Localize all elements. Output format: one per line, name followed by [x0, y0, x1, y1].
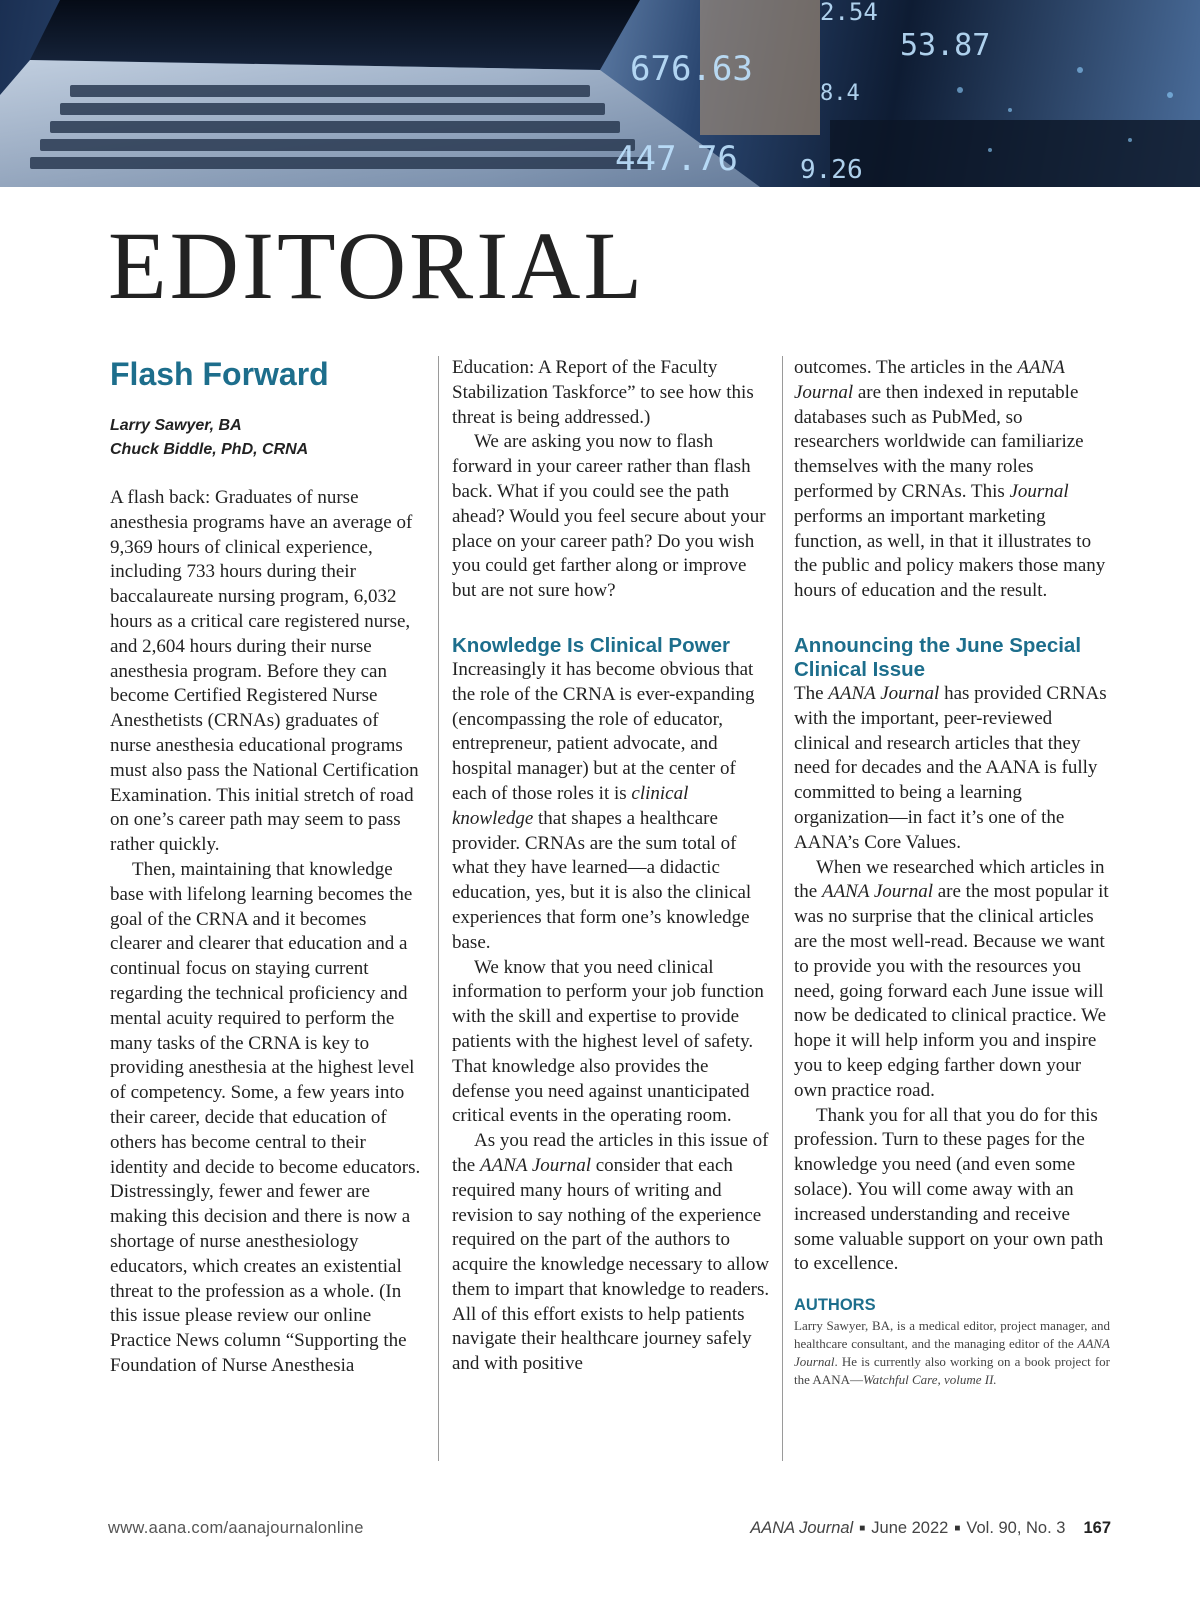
column-3: [794, 356, 1110, 1389]
floating-number: 447.76: [615, 139, 738, 179]
section-heading: Knowledge Is Clinical Power: [452, 633, 730, 657]
emphasis: clinical knowledge: [452, 782, 689, 829]
text-run: . He is currently also working on a book project for the AANA—: [794, 1354, 1110, 1388]
column-2: [452, 356, 770, 1377]
page-number: 167: [1083, 1519, 1111, 1537]
paragraph: A flash back: Graduates of nurse anesthesia programs have an average of 9,369 hours of clinical experience, including 733 hours during their baccalaureate nursing program, 6,032 hours as a critical care registered nurse, and 2,604 hours during their nurse anesthesia program. Before they can become Certified Registered Nurse Anesthetists (CRNAs) graduates of nurse anesthesia educational programs must also pass the National Certification Examination. This initial stretch of road on one’s career path may seem to pass rather quickly.: [110, 487, 419, 856]
column-divider: [438, 356, 439, 1461]
paragraph: Thank you for all that you do for this profession. Turn to these pages for the knowledge you need (and even some solace). You will come away with an increased understanding and receive some valuable support on your own path to excellence.: [794, 1104, 1104, 1275]
journal-name: AANA Journal: [750, 1519, 854, 1537]
text-run: Larry Sawyer, BA, is a medical editor, project manager, and healthcare consultant, and the managing editor of the: [794, 1318, 1110, 1352]
author-bio: [794, 1317, 1110, 1389]
text-run: The: [794, 682, 829, 704]
emphasis: Watchful Care, volume II.: [862, 1372, 997, 1388]
footer-url: www.aana.com/aanajournalonline: [108, 1519, 364, 1537]
emphasis: AANA Journal: [479, 1154, 591, 1176]
paragraph: We are asking you now to flash forward in your career rather than flash back. What if you could see the path ahead? Would you feel secure about your place on your career path? Do you wish you could get farther along or improve but are not sure how?: [452, 431, 766, 602]
text-run: are then indexed in reputable databases such as PubMed, so researchers worldwide can familiarize themselves with the many roles performed by CRNAs. This: [794, 381, 1084, 502]
separator-square: ■: [954, 1523, 961, 1535]
emphasis: AANA Journal: [794, 1336, 1110, 1370]
paragraph: Then, maintaining that knowledge base with lifelong learning becomes the goal of the CRNA and it becomes clearer and clearer that education and a continual focus on staying current regarding the technical proficiency and mental acuity required to perform the many tasks of the CRNA is key to providing anesthesia at the highest level of competency. Some, a few years into their career, decide that education of others has become central to their identity and decide to become educators. Distressingly, fewer and fewer are making this decision and there is now a shortage of nurse anesthesiology educators, which creates an existential threat to the profession as a whole. (In this issue please review our online Practice News column “Supporting the Foundation of Nurse Anesthesia: [110, 858, 421, 1376]
article-title: Flash Forward: [110, 356, 329, 392]
emphasis: Journal: [1009, 480, 1069, 502]
tablet-device: [830, 120, 1200, 187]
column-1: [110, 356, 422, 1379]
authors-heading: AUTHORS: [794, 1296, 876, 1315]
text-run: performs an important marketing function, as well, in that it illustrates to the public and policy makers those many hours of education and the result.: [794, 505, 1106, 602]
text-run: When we researched which articles in the: [794, 856, 1105, 903]
footer-citation: [750, 1519, 1111, 1538]
emphasis: AANA Journal: [794, 357, 1065, 403]
author-name: Chuck Biddle, PhD, CRNA: [110, 441, 309, 458]
text-run: Increasingly it has become obvious that the role of the CRNA is ever-expanding (encompassing the role of educator, entrepreneur, patient advocate, and hospital manager) but at the center of each of those roles it is: [452, 658, 755, 804]
byline: [110, 414, 422, 462]
header-photo: [0, 0, 1200, 187]
floating-number: 53.87: [900, 28, 991, 63]
column-divider: [782, 356, 783, 1461]
volume-number: Vol. 90, No. 3: [966, 1519, 1066, 1537]
issue-date: June 2022: [871, 1519, 949, 1537]
text-run: that shapes a healthcare provider. CRNAs are the sum total of what they have learned—a didactic education, yes, but it is also the clinical experiences that form one’s knowledge base.: [452, 807, 752, 953]
author-name: Larry Sawyer, BA: [110, 417, 242, 434]
paragraph: Education: A Report of the Faculty Stabilization Taskforce” to see how this threat is being addressed.): [452, 357, 754, 428]
text-run: has provided CRNAs with the important, peer-reviewed clinical and research articles that they need for decades and the AANA is fully committed to being a learning organization—in fact it’s one of the AANA’s Core Values.: [794, 682, 1107, 853]
emphasis: AANA Journal: [828, 682, 940, 704]
paragraph: [794, 856, 1110, 1104]
laptop-screen: [30, 0, 640, 70]
paragraph: [794, 356, 1110, 604]
paragraph: [794, 682, 1110, 856]
separator-square: ■: [859, 1523, 866, 1535]
floating-number: 9.26: [800, 155, 863, 185]
laptop-illustration: [0, 0, 1200, 187]
section-title: EDITORIAL: [108, 212, 646, 319]
text-run: outcomes. The articles in the: [794, 357, 1018, 378]
paragraph: We know that you need clinical information to perform your job function with the skill and expertise to provide patients with the highest level of safety. That knowledge also provides the defense you need against unanticipated critical events in the operating room.: [452, 956, 764, 1127]
text-run: As you read the articles in this issue of the: [452, 1130, 769, 1176]
section-heading: Announcing the June Special Clinical Issue: [794, 633, 1082, 681]
paragraph: [452, 1129, 770, 1377]
floating-number: 8.4: [820, 81, 860, 106]
paragraph: [452, 658, 770, 956]
floating-number: 676.63: [630, 49, 753, 89]
text-run: consider that each required many hours of writing and revision to say nothing of the experience required on the part of the authors to acquire the knowledge necessary to allow them to impart that knowledge to readers. All of this effort exists to help patients navigate their healthcare journey safely and with positive: [452, 1154, 770, 1375]
emphasis: AANA Journal: [821, 881, 933, 903]
floating-number: 2.54: [820, 0, 878, 26]
text-run: are the most popular it was no surprise that the clinical articles are the most well-read. Because we want to provide you with the resources you need, going forward each June issue will now be dedicated to clinical practice. We hope it will help inform you and inspire you to keep edging farther down your own practice road.: [794, 881, 1109, 1101]
